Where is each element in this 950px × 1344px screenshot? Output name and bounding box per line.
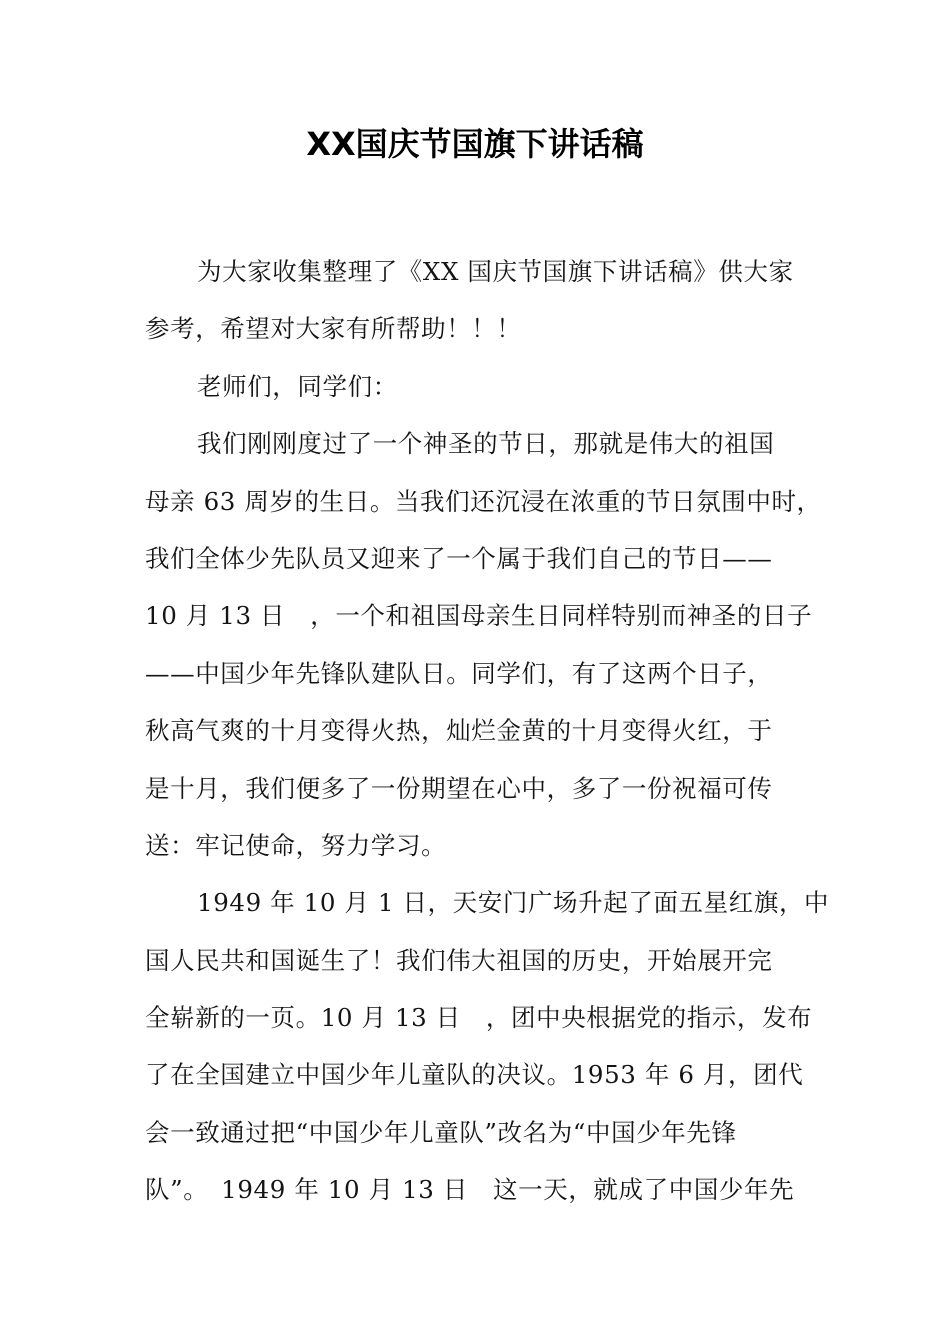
paragraph-line: 全崭新的一页。10 月 13 日 ，团中央根据党的指示，发布 [145, 1003, 813, 1033]
paragraph-line: 老师们，同学们： [197, 371, 398, 401]
paragraph-line: 队”。 1949 年 10 月 13 日 这一天，就成了中国少年先 [145, 1175, 795, 1205]
paragraph-line: 参考，希望对大家有所帮助！！！ [145, 314, 522, 344]
paragraph-line: 送：牢记使命，努力学习。 [145, 830, 447, 860]
paragraph-greeting [145, 365, 835, 422]
paragraph-line: 10 月 13 日 ，一个和祖国母亲生日同样特别而神圣的日子 [145, 601, 813, 631]
paragraph-line: 我们刚刚度过了一个神圣的节日，那就是伟大的祖国 [197, 429, 775, 459]
paragraph-line: 1949 年 10 月 1 日，天安门广场升起了面五星红旗，中 [197, 888, 830, 918]
document-body [145, 250, 835, 1226]
paragraph-line: 了在全国建立中国少年儿童队的决议。1953 年 6 月，团代 [145, 1060, 804, 1090]
paragraph-line: 为大家收集整理了《XX 国庆节国旗下讲话稿》供大家 [197, 257, 794, 286]
paragraph-intro [145, 250, 835, 365]
paragraph-line: ——中国少年先锋队建队日。同学们，有了这两个日子， [145, 658, 773, 688]
paragraph-line: 我们全体少先队员又迎来了一个属于我们自己的节日—— [145, 543, 773, 573]
paragraph-history [145, 881, 835, 1225]
paragraph-line: 秋高气爽的十月变得火热，灿烂金黄的十月变得火红，于 [145, 716, 773, 746]
paragraph-line: 是十月，我们便多了一份期望在心中，多了一份祝福可传 [145, 773, 773, 803]
paragraph-national-day [145, 422, 835, 881]
document-title: XX国庆节国旗下讲话稿 [306, 125, 644, 163]
paragraph-line: 母亲 63 周岁的生日。当我们还沉浸在浓重的节日氛围中时， [145, 486, 822, 516]
paragraph-line: 会一致通过把“中国少年儿童队”改名为“中国少年先锋 [145, 1117, 737, 1147]
paragraph-line: 国人民共和国诞生了！我们伟大祖国的历史，开始展开完 [145, 945, 773, 975]
